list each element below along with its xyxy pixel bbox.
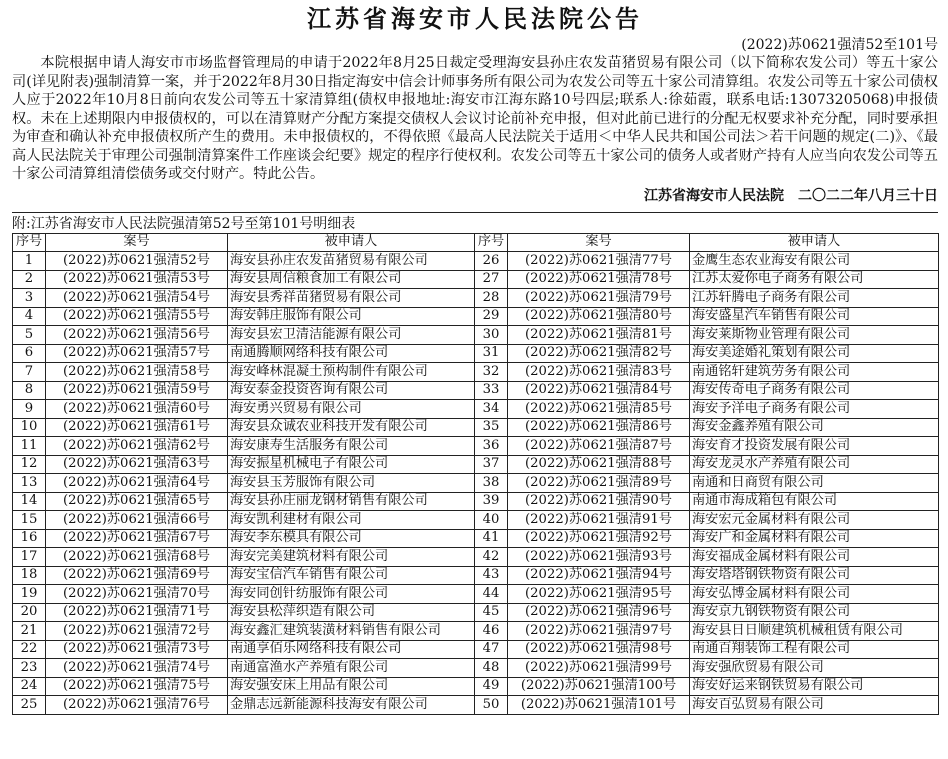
table-row bbox=[13, 622, 939, 641]
header-respondent-right: 被申请人 bbox=[690, 233, 939, 252]
cell-respondent: 海安塔塔钢铁物资有限公司 bbox=[690, 566, 939, 585]
cell-case-no: (2022)苏0621强清53号 bbox=[46, 270, 228, 289]
cell-respondent: 南通市海成箱包有限公司 bbox=[690, 492, 939, 511]
table-row bbox=[13, 659, 939, 678]
cell-respondent: 海安鑫汇建筑装潢材料销售有限公司 bbox=[228, 622, 475, 641]
cell-respondent: 海安县日日顺建筑机械租赁有限公司 bbox=[690, 622, 939, 641]
table-row bbox=[13, 289, 939, 308]
header-seq-left: 序号 bbox=[13, 233, 46, 252]
cell-seq: 47 bbox=[475, 640, 508, 659]
cell-seq: 27 bbox=[475, 270, 508, 289]
cell-respondent: 海安振星机械电子有限公司 bbox=[228, 455, 475, 474]
table-row bbox=[13, 344, 939, 363]
cell-respondent: 南通和日商贸有限公司 bbox=[690, 474, 939, 493]
cell-respondent: 海安弘博金属材料有限公司 bbox=[690, 585, 939, 604]
cell-case-no: (2022)苏0621强清93号 bbox=[508, 548, 690, 567]
cell-case-no: (2022)苏0621强清89号 bbox=[508, 474, 690, 493]
cell-seq: 43 bbox=[475, 566, 508, 585]
cell-seq: 14 bbox=[13, 492, 46, 511]
cell-respondent: 海安李东模具有限公司 bbox=[228, 529, 475, 548]
cell-seq: 48 bbox=[475, 659, 508, 678]
cell-respondent: 海安泰金投资咨询有限公司 bbox=[228, 381, 475, 400]
cell-case-no: (2022)苏0621强清66号 bbox=[46, 511, 228, 530]
cell-respondent: 海安福成金属材料有限公司 bbox=[690, 548, 939, 567]
cell-respondent: 海安美途婚礼策划有限公司 bbox=[690, 344, 939, 363]
cell-seq: 4 bbox=[13, 307, 46, 326]
cell-respondent: 海安县松萍织造有限公司 bbox=[228, 603, 475, 622]
cell-seq: 21 bbox=[13, 622, 46, 641]
cell-seq: 17 bbox=[13, 548, 46, 567]
notice-title: 江苏省海安市人民法院公告 bbox=[307, 5, 643, 33]
cell-case-no: (2022)苏0621强清69号 bbox=[46, 566, 228, 585]
cell-respondent: 海安予洋电子商务有限公司 bbox=[690, 400, 939, 419]
cell-case-no: (2022)苏0621强清91号 bbox=[508, 511, 690, 530]
cell-seq: 9 bbox=[13, 400, 46, 419]
cell-case-no: (2022)苏0621强清61号 bbox=[46, 418, 228, 437]
cell-seq: 2 bbox=[13, 270, 46, 289]
cell-case-no: (2022)苏0621强清63号 bbox=[46, 455, 228, 474]
cell-seq: 11 bbox=[13, 437, 46, 456]
cell-respondent: 海安县宏卫清洁能源有限公司 bbox=[228, 326, 475, 345]
cell-seq: 49 bbox=[475, 677, 508, 696]
cell-case-no: (2022)苏0621强清73号 bbox=[46, 640, 228, 659]
cell-case-no: (2022)苏0621强清72号 bbox=[46, 622, 228, 641]
notice-body: 本院根据申请人海安市市场监督管理局的申请于2022年8月25日裁定受理海安县孙庄农发苗猪贸易有限公司（以下简称农发公司）等五十家公司(详见附表)强制清算一案，并于2022年8月30日指定海安中信会计师事务所有限公司为农发公司等五十家公司清算组。农发公司等五十家公司债权人应于2022年10月8日前向农发公司等五十家清算组(债权申报地址:海安市江海东路10号四层;联系人:徐茹霞，联系电话:13073205068)申报债权。未在上述期限内申报债权的，可以在清算财产分配方案提交债权人会议讨论前补充申报，但对此前已进行的分配无权要求补充分配，同时要承担为审查和确认补充申报债权所产生的费用。未申报债权的，不得依照《最高人民法院关于适用＜中华人民共和国公司法＞若干问题的规定(二)》、《最高人民法院关于审理公司强制清算案件工作座谈会纪要》规定的程序行使权利。农发公司等五十家公司的债务人或者财产持有人应当向农发公司等五十家公司清算组清偿债务或交付财产。特此公告。 bbox=[12, 55, 938, 182]
appendix-title: 附:江苏省海安市人民法院强清第52号至第101号明细表 bbox=[12, 212, 938, 233]
cell-case-no: (2022)苏0621强清56号 bbox=[46, 326, 228, 345]
cell-case-no: (2022)苏0621强清57号 bbox=[46, 344, 228, 363]
cell-respondent: 江苏太爱你电子商务有限公司 bbox=[690, 270, 939, 289]
cell-case-no: (2022)苏0621强清64号 bbox=[46, 474, 228, 493]
cell-seq: 20 bbox=[13, 603, 46, 622]
table-row bbox=[13, 640, 939, 659]
cell-respondent: 海安宝信汽车销售有限公司 bbox=[228, 566, 475, 585]
cell-case-no: (2022)苏0621强清71号 bbox=[46, 603, 228, 622]
cell-respondent: 海安百弘贸易有限公司 bbox=[690, 696, 939, 715]
cell-respondent: 海安峰林混凝土预构制件有限公司 bbox=[228, 363, 475, 382]
cell-respondent: 海安强欣贸易有限公司 bbox=[690, 659, 939, 678]
cell-case-no: (2022)苏0621强清83号 bbox=[508, 363, 690, 382]
cell-case-no: (2022)苏0621强清76号 bbox=[46, 696, 228, 715]
cell-respondent: 海安金鑫养殖有限公司 bbox=[690, 418, 939, 437]
cell-respondent: 海安传奇电子商务有限公司 bbox=[690, 381, 939, 400]
table-header-row bbox=[13, 233, 939, 252]
cell-case-no: (2022)苏0621强清94号 bbox=[508, 566, 690, 585]
cell-seq: 29 bbox=[475, 307, 508, 326]
cell-respondent: 海安县孙庄农发苗猪贸易有限公司 bbox=[228, 252, 475, 271]
table-row bbox=[13, 492, 939, 511]
cell-respondent: 南通铭轩建筑劳务有限公司 bbox=[690, 363, 939, 382]
table-row bbox=[13, 455, 939, 474]
cell-seq: 50 bbox=[475, 696, 508, 715]
cell-case-no: (2022)苏0621强清82号 bbox=[508, 344, 690, 363]
table-row bbox=[13, 585, 939, 604]
cell-seq: 44 bbox=[475, 585, 508, 604]
cell-respondent: 南通百翔装饰工程有限公司 bbox=[690, 640, 939, 659]
table-row bbox=[13, 603, 939, 622]
cell-respondent: 海安县周信粮食加工有限公司 bbox=[228, 270, 475, 289]
table-row bbox=[13, 307, 939, 326]
cell-case-no: (2022)苏0621强清86号 bbox=[508, 418, 690, 437]
cell-seq: 31 bbox=[475, 344, 508, 363]
cell-case-no: (2022)苏0621强清92号 bbox=[508, 529, 690, 548]
cell-case-no: (2022)苏0621强清74号 bbox=[46, 659, 228, 678]
table-row bbox=[13, 381, 939, 400]
cell-case-no: (2022)苏0621强清99号 bbox=[508, 659, 690, 678]
cell-seq: 30 bbox=[475, 326, 508, 345]
cell-seq: 42 bbox=[475, 548, 508, 567]
cell-respondent: 海安好运来钢铁贸易有限公司 bbox=[690, 677, 939, 696]
cell-seq: 46 bbox=[475, 622, 508, 641]
cell-respondent: 海安康寿生活服务有限公司 bbox=[228, 437, 475, 456]
cell-seq: 24 bbox=[13, 677, 46, 696]
cell-seq: 36 bbox=[475, 437, 508, 456]
cell-seq: 28 bbox=[475, 289, 508, 308]
cell-seq: 25 bbox=[13, 696, 46, 715]
cell-case-no: (2022)苏0621强清87号 bbox=[508, 437, 690, 456]
cell-case-no: (2022)苏0621强清84号 bbox=[508, 381, 690, 400]
table-row bbox=[13, 363, 939, 382]
cell-seq: 15 bbox=[13, 511, 46, 530]
cell-seq: 3 bbox=[13, 289, 46, 308]
cell-case-no: (2022)苏0621强清100号 bbox=[508, 677, 690, 696]
table-row bbox=[13, 252, 939, 271]
cell-respondent: 海安勇兴贸易有限公司 bbox=[228, 400, 475, 419]
cell-case-no: (2022)苏0621强清101号 bbox=[508, 696, 690, 715]
cell-case-no: (2022)苏0621强清59号 bbox=[46, 381, 228, 400]
cell-case-no: (2022)苏0621强清96号 bbox=[508, 603, 690, 622]
cell-respondent: 海安完美建筑材料有限公司 bbox=[228, 548, 475, 567]
cell-seq: 39 bbox=[475, 492, 508, 511]
cell-respondent: 金鹰生态农业海安有限公司 bbox=[690, 252, 939, 271]
cell-seq: 7 bbox=[13, 363, 46, 382]
cell-seq: 1 bbox=[13, 252, 46, 271]
table-row bbox=[13, 677, 939, 696]
cell-case-no: (2022)苏0621强清97号 bbox=[508, 622, 690, 641]
cell-respondent: 海安县孙庄丽龙钢材销售有限公司 bbox=[228, 492, 475, 511]
signature-line: 江苏省海安市人民法院 二〇二二年八月三十日 bbox=[644, 187, 938, 204]
cell-seq: 38 bbox=[475, 474, 508, 493]
cell-respondent: 南通享佰乐网络科技有限公司 bbox=[228, 640, 475, 659]
cell-seq: 16 bbox=[13, 529, 46, 548]
table-row bbox=[13, 474, 939, 493]
cell-seq: 45 bbox=[475, 603, 508, 622]
cell-case-no: (2022)苏0621强清75号 bbox=[46, 677, 228, 696]
cell-case-no: (2022)苏0621强清90号 bbox=[508, 492, 690, 511]
cell-respondent: 海安龙灵水产养殖有限公司 bbox=[690, 455, 939, 474]
cell-case-no: (2022)苏0621强清62号 bbox=[46, 437, 228, 456]
cell-seq: 6 bbox=[13, 344, 46, 363]
header-respondent-left: 被申请人 bbox=[228, 233, 475, 252]
cell-seq: 22 bbox=[13, 640, 46, 659]
table-row bbox=[13, 511, 939, 530]
header-seq-right: 序号 bbox=[475, 233, 508, 252]
cell-seq: 10 bbox=[13, 418, 46, 437]
cell-seq: 37 bbox=[475, 455, 508, 474]
table-body bbox=[13, 252, 939, 715]
header-case-right: 案号 bbox=[508, 233, 690, 252]
cell-respondent: 海安莱斯物业管理有限公司 bbox=[690, 326, 939, 345]
cell-seq: 34 bbox=[475, 400, 508, 419]
cell-seq: 35 bbox=[475, 418, 508, 437]
cell-seq: 8 bbox=[13, 381, 46, 400]
cell-case-no: (2022)苏0621强清65号 bbox=[46, 492, 228, 511]
cell-case-no: (2022)苏0621强清54号 bbox=[46, 289, 228, 308]
cell-case-no: (2022)苏0621强清52号 bbox=[46, 252, 228, 271]
case-table bbox=[12, 233, 939, 715]
table-row bbox=[13, 270, 939, 289]
cell-case-no: (2022)苏0621强清55号 bbox=[46, 307, 228, 326]
cell-respondent: 海安育才投资发展有限公司 bbox=[690, 437, 939, 456]
cell-respondent: 南通腾顺网络科技有限公司 bbox=[228, 344, 475, 363]
cell-respondent: 金鼎志远新能源科技海安有限公司 bbox=[228, 696, 475, 715]
cell-respondent: 南通富渔水产养殖有限公司 bbox=[228, 659, 475, 678]
cell-seq: 26 bbox=[475, 252, 508, 271]
cell-case-no: (2022)苏0621强清80号 bbox=[508, 307, 690, 326]
cell-respondent: 海安县众诚农业科技开发有限公司 bbox=[228, 418, 475, 437]
header-case-left: 案号 bbox=[46, 233, 228, 252]
cell-case-no: (2022)苏0621强清88号 bbox=[508, 455, 690, 474]
cell-seq: 32 bbox=[475, 363, 508, 382]
cell-respondent: 海安京九钢铁物资有限公司 bbox=[690, 603, 939, 622]
table-row bbox=[13, 437, 939, 456]
cell-case-no: (2022)苏0621强清79号 bbox=[508, 289, 690, 308]
cell-seq: 13 bbox=[13, 474, 46, 493]
table-row bbox=[13, 529, 939, 548]
cell-seq: 18 bbox=[13, 566, 46, 585]
cell-respondent: 江苏轩腾电子商务有限公司 bbox=[690, 289, 939, 308]
cell-case-no: (2022)苏0621强清81号 bbox=[508, 326, 690, 345]
cell-case-no: (2022)苏0621强清68号 bbox=[46, 548, 228, 567]
cell-case-no: (2022)苏0621强清78号 bbox=[508, 270, 690, 289]
cell-respondent: 海安凯利建材有限公司 bbox=[228, 511, 475, 530]
cell-case-no: (2022)苏0621强清60号 bbox=[46, 400, 228, 419]
cell-case-no: (2022)苏0621强清58号 bbox=[46, 363, 228, 382]
table-row bbox=[13, 696, 939, 715]
cell-seq: 12 bbox=[13, 455, 46, 474]
cell-respondent: 海安同创针纺服饰有限公司 bbox=[228, 585, 475, 604]
cell-respondent: 海安广和金属材料有限公司 bbox=[690, 529, 939, 548]
case-number: (2022)苏0621强清52至101号 bbox=[741, 37, 938, 53]
cell-seq: 40 bbox=[475, 511, 508, 530]
cell-seq: 33 bbox=[475, 381, 508, 400]
cell-seq: 41 bbox=[475, 529, 508, 548]
cell-respondent: 海安强安床上用品有限公司 bbox=[228, 677, 475, 696]
cell-case-no: (2022)苏0621强清98号 bbox=[508, 640, 690, 659]
cell-case-no: (2022)苏0621强清70号 bbox=[46, 585, 228, 604]
table-row bbox=[13, 548, 939, 567]
table-row bbox=[13, 418, 939, 437]
table-row bbox=[13, 566, 939, 585]
cell-case-no: (2022)苏0621强清85号 bbox=[508, 400, 690, 419]
table-row bbox=[13, 400, 939, 419]
cell-seq: 23 bbox=[13, 659, 46, 678]
cell-case-no: (2022)苏0621强清67号 bbox=[46, 529, 228, 548]
cell-respondent: 海安县玉芳服饰有限公司 bbox=[228, 474, 475, 493]
cell-respondent: 海安宏元金属材料有限公司 bbox=[690, 511, 939, 530]
table-row bbox=[13, 326, 939, 345]
cell-case-no: (2022)苏0621强清95号 bbox=[508, 585, 690, 604]
cell-seq: 19 bbox=[13, 585, 46, 604]
cell-respondent: 海安县秀祥苗猪贸易有限公司 bbox=[228, 289, 475, 308]
cell-respondent: 海安盛星汽车销售有限公司 bbox=[690, 307, 939, 326]
cell-seq: 5 bbox=[13, 326, 46, 345]
cell-case-no: (2022)苏0621强清77号 bbox=[508, 252, 690, 271]
cell-respondent: 海安韩庄服饰有限公司 bbox=[228, 307, 475, 326]
